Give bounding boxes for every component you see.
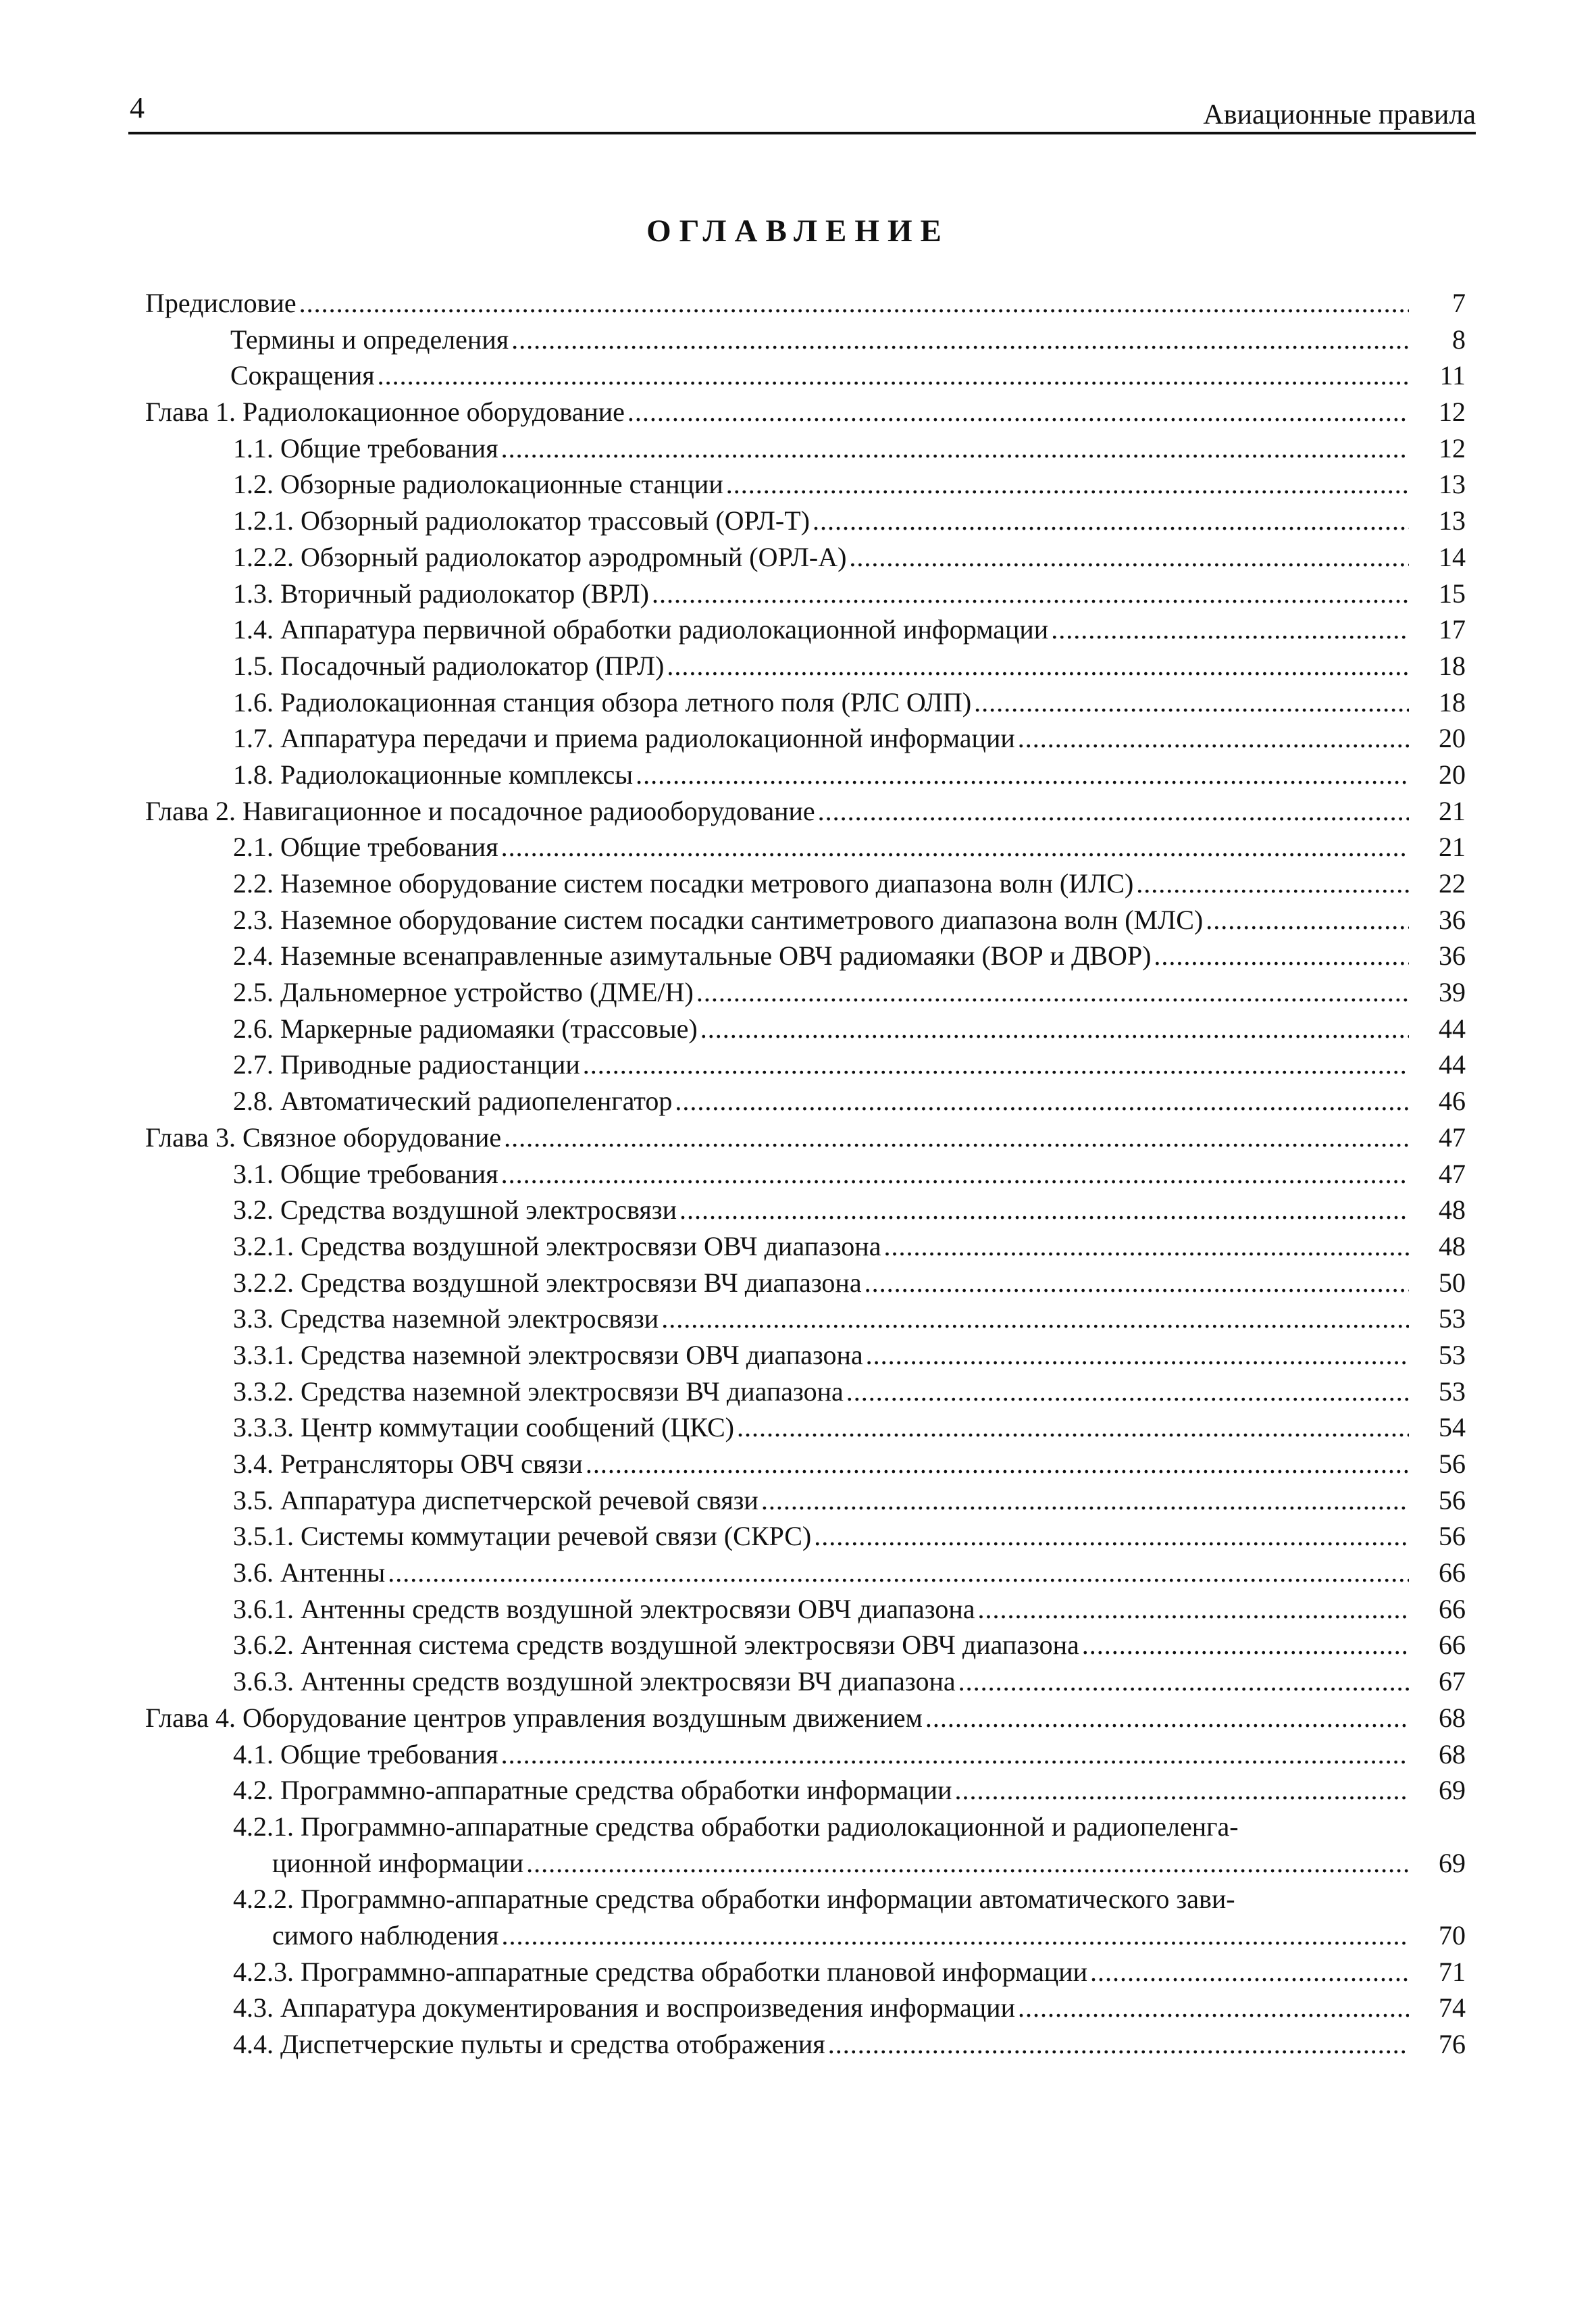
toc-entry-page: 36: [1439, 904, 1466, 935]
toc-entry-title: 2.3. Наземное оборудование систем посадки сантиметрового диапазона волн (МЛС): [233, 904, 1204, 935]
toc-entry-title: симого наблюдения: [272, 1919, 499, 1951]
toc-entry-title: 3.2.1. Средства воздушной электросвязи ОВЧ диапазона: [233, 1230, 881, 1261]
toc-entry-title: ционной информации: [272, 1847, 524, 1878]
toc-entry-title: 3.3.2. Средства наземной электросвязи ВЧ диапазона: [233, 1376, 844, 1407]
toc-entry-title: 1.5. Посадочный радиолокатор (ПРЛ): [233, 650, 665, 681]
toc-entry[interactable]: [145, 720, 1466, 757]
toc-entry-title: 3.1. Общие требования: [233, 1158, 498, 1189]
dot-leader: [1090, 1954, 1409, 1990]
dot-leader: [866, 1337, 1409, 1374]
toc-entry[interactable]: [145, 1446, 1466, 1482]
dot-leader: [501, 1736, 1409, 1773]
toc-entry[interactable]: [145, 1265, 1466, 1301]
toc-entry-title: 4.2. Программно-аппаратные средства обработки информации: [233, 1775, 952, 1806]
toc-entry-title: 2.7. Приводные радиостанции: [233, 1049, 580, 1080]
toc-entry-title: 1.8. Радиолокационные комплексы: [233, 759, 634, 790]
dot-leader: [661, 1301, 1409, 1337]
dot-leader: [978, 1591, 1409, 1628]
toc-entry[interactable]: [145, 1555, 1466, 1591]
dot-leader: [883, 1228, 1409, 1265]
toc-entry-title: 3.6.3. Антенны средств воздушной электросвязи ВЧ диапазона: [233, 1666, 956, 1697]
dot-leader: [1154, 938, 1409, 974]
toc-entry[interactable]: [145, 1809, 1466, 1845]
toc-entry[interactable]: [145, 1156, 1466, 1192]
dot-leader: [696, 974, 1409, 1011]
dot-leader: [974, 684, 1409, 721]
dot-leader: [1206, 902, 1409, 938]
toc-entry[interactable]: [145, 1337, 1466, 1374]
dot-leader: [813, 503, 1409, 539]
toc-entry-title: Глава 4. Оборудование центров управления воздушным движением: [145, 1702, 923, 1733]
dot-leader: [1136, 865, 1409, 902]
toc-entry[interactable]: [145, 1881, 1466, 1917]
toc-entry-page: 36: [1439, 940, 1466, 972]
toc-entry-page: 47: [1439, 1122, 1466, 1153]
running-title: Авиационные правила: [1203, 99, 1476, 130]
dot-leader: [958, 1663, 1409, 1700]
toc-entry-page: 48: [1439, 1194, 1466, 1226]
toc-entry[interactable]: [145, 865, 1466, 902]
dot-leader: [828, 2026, 1409, 2063]
dot-leader: [814, 1518, 1409, 1555]
toc-entry-page: 68: [1439, 1702, 1466, 1733]
toc-entry-page: 54: [1439, 1412, 1466, 1443]
toc-entry-page: 69: [1439, 1775, 1466, 1806]
toc-entry-title: 1.2.1. Обзорный радиолокатор трассовый (ОРЛ-Т): [233, 505, 810, 536]
page-header: [128, 91, 1476, 134]
toc-entry-title: Термины и определения: [230, 324, 509, 355]
toc-entry-title: 3.3.3. Центр коммутации сообщений (ЦКС): [233, 1412, 734, 1443]
toc-entry[interactable]: [145, 902, 1466, 938]
toc-entry[interactable]: [145, 1409, 1466, 1446]
toc-entry[interactable]: [145, 684, 1466, 721]
dot-leader: [636, 757, 1409, 793]
toc-entry-page: 76: [1439, 2029, 1466, 2059]
toc-entry[interactable]: [145, 1301, 1466, 1337]
toc-entry-title: 1.1. Общие требования: [233, 432, 498, 463]
toc-entry[interactable]: [145, 1120, 1466, 1156]
dot-leader: [726, 466, 1409, 503]
toc-entry-page: 13: [1439, 469, 1466, 500]
toc-entry-title: 3.6.1. Антенны средств воздушной электросвязи ОВЧ диапазона: [233, 1593, 975, 1624]
toc-entry-title: 3.5.1. Системы коммутации речевой связи (СКРС): [233, 1521, 812, 1552]
toc-entry-page: 48: [1439, 1230, 1466, 1261]
toc-entry[interactable]: [145, 1845, 1466, 1882]
toc-entry-title: 3.3. Средства наземной электросвязи: [233, 1303, 659, 1334]
toc-entry-title: 1.2. Обзорные радиолокационные станции: [233, 469, 723, 500]
toc-entry[interactable]: [145, 1192, 1466, 1228]
toc-entry-title: 3.6.2. Антенная система средств воздушной электросвязи ОВЧ диапазона: [233, 1630, 1079, 1661]
toc-entry[interactable]: [145, 576, 1466, 612]
dot-leader: [586, 1446, 1409, 1482]
toc-entry-page: 53: [1439, 1376, 1466, 1407]
dot-leader: [865, 1265, 1409, 1301]
toc-entry-page: 66: [1439, 1557, 1466, 1588]
toc-entry[interactable]: [145, 1228, 1466, 1265]
table-of-contents: [145, 285, 1466, 2063]
toc-entry-title: 3.4. Ретрансляторы ОВЧ связи: [233, 1449, 583, 1479]
toc-entry-title: 4.2.2. Программно-аппаратные средства обработки информации автоматического зави-: [233, 1884, 1235, 1915]
toc-entry-title: 3.2. Средства воздушной электросвязи: [233, 1194, 677, 1226]
toc-entry-title: 3.5. Аппаратура диспетчерской речевой связи: [233, 1484, 758, 1515]
toc-entry-title: 2.1. Общие требования: [233, 832, 498, 863]
toc-entry-title: 3.6. Антенны: [233, 1557, 386, 1588]
toc-entry[interactable]: [145, 1083, 1466, 1120]
toc-entry-page: 13: [1439, 505, 1466, 536]
toc-entry-title: Сокращения: [230, 360, 375, 391]
dot-leader: [526, 1845, 1409, 1882]
toc-entry-title: 2.4. Наземные всенаправленные азимутальные ОВЧ радиомаяки (ВОР и ДВОР): [233, 940, 1152, 972]
toc-entry-page: 11: [1439, 360, 1466, 391]
dot-leader: [652, 576, 1409, 612]
toc-entry-page: 67: [1439, 1666, 1466, 1697]
toc-entry-page: 15: [1439, 578, 1466, 609]
toc-entry[interactable]: [145, 322, 1466, 358]
toc-entry[interactable]: [145, 394, 1466, 430]
toc-entry[interactable]: [145, 1700, 1466, 1736]
toc-entry[interactable]: [145, 430, 1466, 467]
toc-entry-page: 12: [1439, 397, 1466, 428]
toc-entry-page: 47: [1439, 1158, 1466, 1189]
toc-entry[interactable]: [145, 1917, 1466, 1954]
dot-leader: [849, 539, 1409, 576]
toc-entry-page: 66: [1439, 1593, 1466, 1624]
toc-entry-title: 2.8. Автоматический радиопеленгатор: [233, 1086, 673, 1117]
toc-entry-page: 21: [1439, 795, 1466, 826]
dot-leader: [846, 1374, 1409, 1410]
dot-leader: [925, 1700, 1409, 1736]
toc-entry[interactable]: [145, 1772, 1466, 1809]
dot-leader: [700, 1011, 1409, 1047]
toc-entry-page: 44: [1439, 1049, 1466, 1080]
toc-entry[interactable]: [145, 1990, 1466, 2026]
dot-leader: [1018, 1990, 1409, 2026]
toc-entry-title: 3.2.2. Средства воздушной электросвязи ВЧ диапазона: [233, 1267, 862, 1298]
toc-entry-page: 18: [1439, 686, 1466, 718]
toc-entry-title: 4.4. Диспетчерские пульты и средства отображения: [233, 2029, 825, 2059]
toc-entry[interactable]: [145, 1591, 1466, 1628]
toc-entry-page: 12: [1439, 432, 1466, 463]
dot-leader: [675, 1083, 1409, 1120]
toc-entry-title: 3.3.1. Средства наземной электросвязи ОВЧ диапазона: [233, 1339, 863, 1370]
toc-entry[interactable]: [145, 1627, 1466, 1663]
toc-entry[interactable]: [145, 1047, 1466, 1083]
toc-entry-page: 7: [1452, 288, 1466, 318]
toc-entry-page: 22: [1439, 868, 1466, 899]
toc-entry-title: 4.3. Аппаратура документирования и воспроизведения информации: [233, 1992, 1015, 2023]
toc-entry-title: 1.3. Вторичный радиолокатор (ВРЛ): [233, 578, 649, 609]
dot-leader: [504, 1120, 1409, 1156]
toc-entry-title: Глава 3. Связное оборудование: [145, 1122, 502, 1153]
toc-entry-page: 71: [1439, 1956, 1466, 1987]
toc-entry-page: 56: [1439, 1449, 1466, 1479]
dot-leader: [667, 648, 1409, 684]
toc-entry[interactable]: [145, 285, 1466, 322]
toc-entry[interactable]: [145, 1011, 1466, 1047]
toc-entry-title: 4.1. Общие требования: [233, 1738, 498, 1769]
dot-leader: [501, 430, 1409, 467]
toc-entry-title: 1.4. Аппаратура первичной обработки радиолокационной информации: [233, 614, 1049, 645]
dot-leader: [502, 1917, 1409, 1954]
toc-entry-title: Глава 1. Радиолокационное оборудование: [145, 397, 625, 428]
toc-entry[interactable]: [145, 1663, 1466, 1700]
toc-entry[interactable]: [145, 757, 1466, 793]
toc-entry[interactable]: [145, 1518, 1466, 1555]
toc-entry[interactable]: [145, 611, 1466, 648]
dot-leader: [299, 285, 1409, 322]
toc-entry-page: 17: [1439, 614, 1466, 645]
toc-entry-title: Предисловие: [145, 288, 297, 318]
dot-leader: [761, 1482, 1409, 1519]
toc-entry-page: 39: [1439, 977, 1466, 1008]
toc-title: ОГЛАВЛЕНИЕ: [646, 213, 950, 249]
dot-leader: [501, 1156, 1409, 1192]
toc-entry-title: 1.2.2. Обзорный радиолокатор аэродромный (ОРЛ-А): [233, 541, 847, 572]
dot-leader: [955, 1772, 1410, 1809]
page-number: 4: [130, 91, 145, 124]
toc-entry-page: 46: [1439, 1086, 1466, 1117]
toc-entry-title: Глава 2. Навигационное и посадочное радиооборудование: [145, 795, 815, 826]
toc-entry[interactable]: [145, 503, 1466, 539]
toc-entry-page: 21: [1439, 832, 1466, 863]
toc-entry-page: 14: [1439, 541, 1466, 572]
toc-entry[interactable]: [145, 1954, 1466, 1990]
toc-entry-page: 68: [1439, 1738, 1466, 1769]
toc-entry[interactable]: [145, 974, 1466, 1011]
toc-entry[interactable]: [145, 2026, 1466, 2063]
toc-entry[interactable]: [145, 1374, 1466, 1410]
toc-entry[interactable]: [145, 466, 1466, 503]
toc-entry-page: 44: [1439, 1013, 1466, 1044]
toc-entry[interactable]: [145, 1736, 1466, 1773]
toc-entry-title: 1.6. Радиолокационная станция обзора летного поля (РЛС ОЛП): [233, 686, 972, 718]
toc-entry-page: 8: [1452, 324, 1466, 355]
toc-entry[interactable]: [145, 648, 1466, 684]
dot-leader: [511, 322, 1409, 358]
dot-leader: [388, 1555, 1409, 1591]
toc-entry[interactable]: [145, 357, 1466, 394]
dot-leader: [501, 829, 1409, 865]
dot-leader: [679, 1192, 1409, 1228]
toc-entry-page: 20: [1439, 723, 1466, 754]
toc-entry-page: 74: [1439, 1992, 1466, 2023]
toc-entry-page: 53: [1439, 1303, 1466, 1334]
dot-leader: [818, 793, 1409, 830]
toc-entry-page: 50: [1439, 1267, 1466, 1298]
dot-leader: [1018, 720, 1409, 757]
toc-entry-page: 69: [1439, 1847, 1466, 1878]
toc-entry-page: 56: [1439, 1484, 1466, 1515]
dot-leader: [583, 1047, 1409, 1083]
toc-entry[interactable]: [145, 829, 1466, 865]
toc-entry-page: 66: [1439, 1630, 1466, 1661]
dot-leader: [627, 394, 1409, 430]
toc-entry-page: 53: [1439, 1339, 1466, 1370]
toc-entry-page: 20: [1439, 759, 1466, 790]
toc-entry-title: 2.2. Наземное оборудование систем посадки метрового диапазона волн (ИЛС): [233, 868, 1134, 899]
dot-leader: [737, 1409, 1409, 1446]
dot-leader: [1082, 1627, 1409, 1663]
toc-entry-title: 4.2.3. Программно-аппаратные средства обработки плановой информации: [233, 1956, 1088, 1987]
toc-entry-page: 70: [1439, 1919, 1466, 1951]
toc-entry-page: 18: [1439, 650, 1466, 681]
toc-entry-page: 56: [1439, 1521, 1466, 1552]
toc-entry[interactable]: [145, 1482, 1466, 1519]
toc-entry[interactable]: [145, 539, 1466, 576]
toc-entry-title: 4.2.1. Программно-аппаратные средства обработки радиолокационной и радиопеленга-: [233, 1811, 1239, 1842]
dot-leader: [378, 357, 1409, 394]
dot-leader: [1051, 611, 1409, 648]
toc-entry-title: 2.6. Маркерные радиомаяки (трассовые): [233, 1013, 698, 1044]
toc-entry[interactable]: [145, 938, 1466, 974]
toc-entry[interactable]: [145, 793, 1466, 830]
toc-entry-title: 1.7. Аппаратура передачи и приема радиолокационной информации: [233, 723, 1015, 754]
toc-entry-title: 2.5. Дальномерное устройство (ДМЕ/Н): [233, 977, 694, 1008]
